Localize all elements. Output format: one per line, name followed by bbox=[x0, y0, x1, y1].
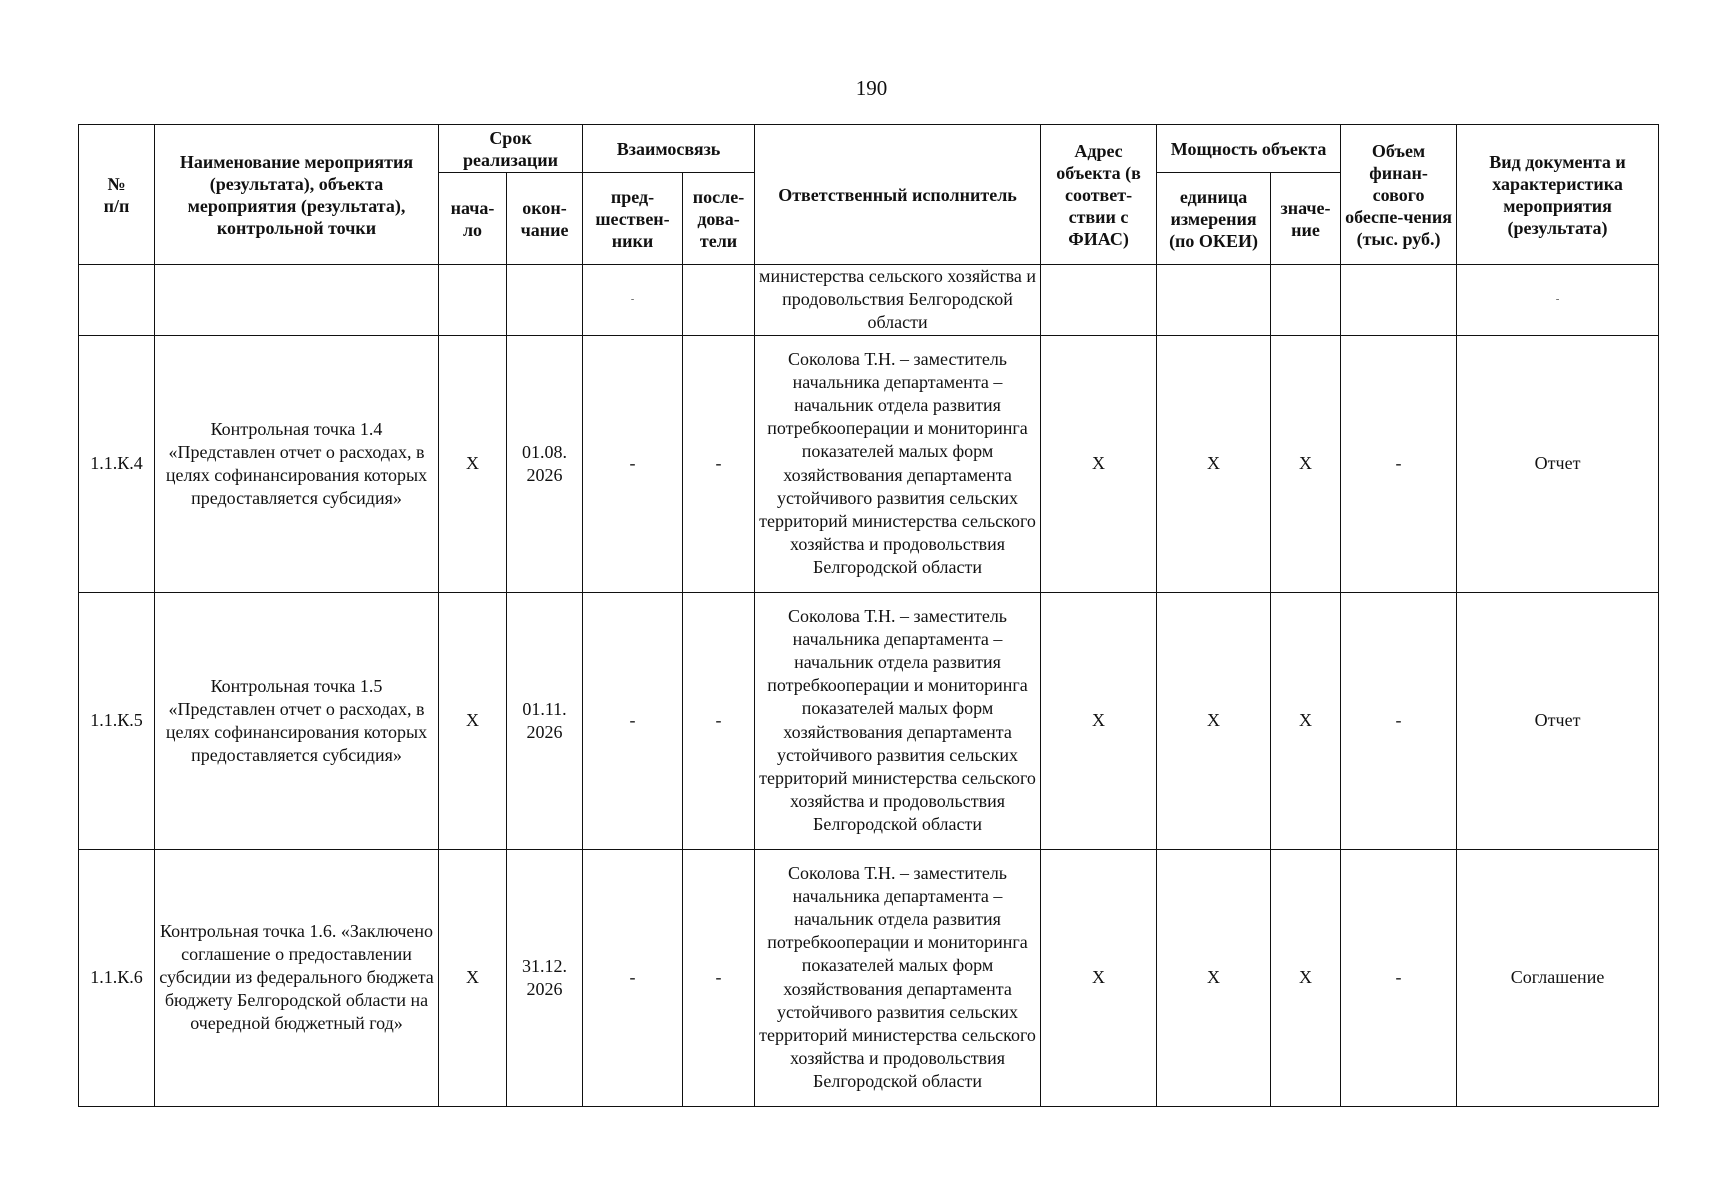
cell-next: - bbox=[683, 335, 755, 592]
cell-empty bbox=[1041, 265, 1157, 336]
cell-value: X bbox=[1271, 849, 1341, 1106]
header-capacity-unit: единица измерения (по ОКЕИ) bbox=[1157, 173, 1271, 265]
header-executor: Ответственный исполнитель bbox=[755, 125, 1041, 265]
cell-unit: X bbox=[1157, 335, 1271, 592]
header-relation-next: после- дова- тели bbox=[683, 173, 755, 265]
cell-executor: министерства сельского хозяйства и продовольствия Белгородской области bbox=[755, 265, 1041, 336]
cell-finance: - bbox=[1341, 335, 1457, 592]
cell-value: X bbox=[1271, 335, 1341, 592]
cell-next: - bbox=[683, 592, 755, 849]
header-relation: Взаимосвязь bbox=[583, 125, 755, 173]
cell-end: 01.11. 2026 bbox=[507, 592, 583, 849]
header-doc: Вид документа и характеристика мероприятия (результата) bbox=[1457, 125, 1659, 265]
cell-doc: Отчет bbox=[1457, 335, 1659, 592]
cell-num: 1.1.К.6 bbox=[79, 849, 155, 1106]
header-term-start: нача- ло bbox=[439, 173, 507, 265]
cell-executor: Соколова Т.Н. – заместитель начальника департамента – начальник отдела развития потребкооперации и мониторинга показателей малых форм хозяйствования департамента устойчивого развития сельских территорий министерства сельского хозяйства и продовольствия Белгородской области bbox=[755, 335, 1041, 592]
cell-prev: - bbox=[583, 849, 683, 1106]
table-row-continuation bbox=[79, 265, 1659, 336]
cell-name: Контрольная точка 1.6. «Заключено соглашение о предоставлении субсидии из федерального бюджета бюджету Белгородской области на очередной бюджетный год» bbox=[155, 849, 439, 1106]
header-term: Срок реализации bbox=[439, 125, 583, 173]
cell-doc: Соглашение bbox=[1457, 849, 1659, 1106]
cell-unit: X bbox=[1157, 592, 1271, 849]
cell-prev: - bbox=[583, 592, 683, 849]
cell-empty bbox=[439, 265, 507, 336]
cell-address: X bbox=[1041, 849, 1157, 1106]
cell-doc: Отчет bbox=[1457, 592, 1659, 849]
cell-num: 1.1.К.5 bbox=[79, 592, 155, 849]
cell-empty bbox=[1157, 265, 1271, 336]
header-finance: Объем финан-сового обеспе-чения (тыс. руб.) bbox=[1341, 125, 1457, 265]
table-row bbox=[79, 849, 1659, 1106]
cell-address: X bbox=[1041, 335, 1157, 592]
cell-name: Контрольная точка 1.5 «Представлен отчет о расходах, в целях софинансирования которых предоставляется субсидия» bbox=[155, 592, 439, 849]
cell-empty bbox=[683, 265, 755, 336]
cell-start: X bbox=[439, 849, 507, 1106]
cell-num: 1.1.К.4 bbox=[79, 335, 155, 592]
cell-value: X bbox=[1271, 592, 1341, 849]
cell-empty bbox=[507, 265, 583, 336]
cell-unit: X bbox=[1157, 849, 1271, 1106]
cell-start: X bbox=[439, 335, 507, 592]
cell-prev: - bbox=[583, 265, 683, 336]
table-row bbox=[79, 592, 1659, 849]
cell-address: X bbox=[1041, 592, 1157, 849]
cell-finance: - bbox=[1341, 849, 1457, 1106]
cell-empty bbox=[155, 265, 439, 336]
cell-start: X bbox=[439, 592, 507, 849]
header-capacity: Мощность объекта bbox=[1157, 125, 1341, 173]
cell-next: - bbox=[683, 849, 755, 1106]
cell-end: 01.08. 2026 bbox=[507, 335, 583, 592]
plan-table bbox=[78, 124, 1659, 1107]
header-address: Адрес объекта (в соответ-ствии с ФИАС) bbox=[1041, 125, 1157, 265]
header-name: Наименование мероприятия (результата), объекта мероприятия (результата), контрольной точки bbox=[155, 125, 439, 265]
cell-end: 31.12. 2026 bbox=[507, 849, 583, 1106]
header-term-end: окон- чание bbox=[507, 173, 583, 265]
cell-empty bbox=[1271, 265, 1341, 336]
cell-finance: - bbox=[1341, 592, 1457, 849]
cell-executor: Соколова Т.Н. – заместитель начальника департамента – начальник отдела развития потребкооперации и мониторинга показателей малых форм хозяйствования департамента устойчивого развития сельских территорий министерства сельского хозяйства и продовольствия Белгородской области bbox=[755, 592, 1041, 849]
cell-empty bbox=[79, 265, 155, 336]
cell-executor: Соколова Т.Н. – заместитель начальника департамента – начальник отдела развития потребкооперации и мониторинга показателей малых форм хозяйствования департамента устойчивого развития сельских территорий министерства сельского хозяйства и продовольствия Белгородской области bbox=[755, 849, 1041, 1106]
table-header bbox=[79, 125, 1659, 265]
header-capacity-value: значе- ние bbox=[1271, 173, 1341, 265]
cell-name: Контрольная точка 1.4 «Представлен отчет о расходах, в целях софинансирования которых предоставляется субсидия» bbox=[155, 335, 439, 592]
header-num: № п/п bbox=[79, 125, 155, 265]
cell-doc: - bbox=[1457, 265, 1659, 336]
table-row bbox=[79, 335, 1659, 592]
cell-prev: - bbox=[583, 335, 683, 592]
page-number: 190 bbox=[855, 76, 888, 100]
cell-empty bbox=[1341, 265, 1457, 336]
header-relation-prev: пред- шествен- ники bbox=[583, 173, 683, 265]
